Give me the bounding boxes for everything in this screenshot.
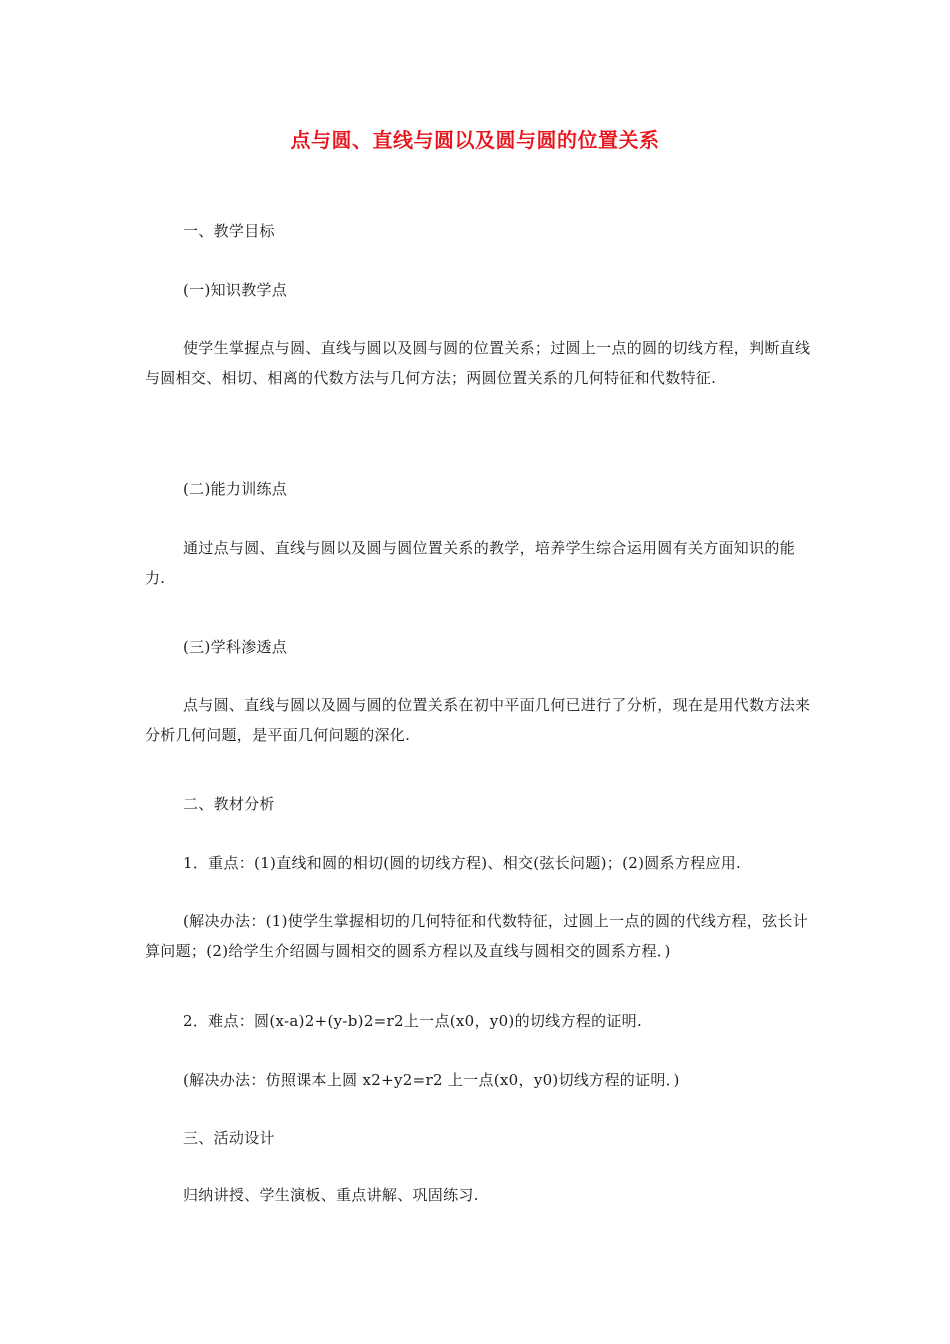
- paragraph-text: (解决办法：(1)使学生掌握相切的几何特征和代数特征，过圆上一点的圆的代线方程，弦长计算问题；(2)给学生介绍圆与圆相交的圆系方程以及直线与圆相交的圆系方程．): [145, 912, 809, 960]
- paragraph-text: 使学生掌握点与圆、直线与圆以及圆与圆的位置关系；过圆上一点的圆的切线方程，判断直线与圆相交、相切、相离的代数方法与几何方法；两圆位置关系的几何特征和代数特征.: [145, 339, 811, 387]
- section-heading-activity-design: 三、活动设计: [183, 1129, 275, 1147]
- paragraph-solution-1: [145, 906, 815, 966]
- paragraph-subject-points: [145, 690, 815, 750]
- section-heading-textbook-analysis: 二、教材分析: [183, 795, 275, 813]
- paragraph-ability-points: [145, 533, 815, 593]
- solution-2: (解决办法：仿照课本上圆 x2+y2=r2 上一点(x0，y0)切线方程的证明．): [183, 1071, 680, 1089]
- subheading-ability-points: (二)能力训练点: [183, 480, 288, 498]
- activity-design-text: 归纳讲授、学生演板、重点讲解、巩固练习.: [183, 1186, 479, 1204]
- paragraph-text: 通过点与圆、直线与圆以及圆与圆位置关系的教学，培养学生综合运用圆有关方面知识的能力.: [145, 539, 796, 587]
- subheading-knowledge-points: (一)知识教学点: [183, 281, 288, 299]
- document-title: 点与圆、直线与圆以及圆与圆的位置关系: [290, 128, 660, 152]
- paragraph-text: 点与圆、直线与圆以及圆与圆的位置关系在初中平面几何已进行了分析，现在是用代数方法来分析几何问题，是平面几何问题的深化.: [145, 696, 811, 744]
- subheading-subject-points: (三)学科渗透点: [183, 638, 288, 656]
- key-point-1: 1．重点：(1)直线和圆的相切(圆的切线方程)、相交(弦长问题)；(2)圆系方程应用.: [183, 854, 742, 872]
- difficult-point-2: 2．难点：圆(x-a)2+(y-b)2=r2上一点(x0，y0)的切线方程的证明.: [183, 1012, 643, 1030]
- section-heading-teaching-goals: 一、教学目标: [183, 222, 275, 240]
- paragraph-knowledge-points: [145, 333, 815, 393]
